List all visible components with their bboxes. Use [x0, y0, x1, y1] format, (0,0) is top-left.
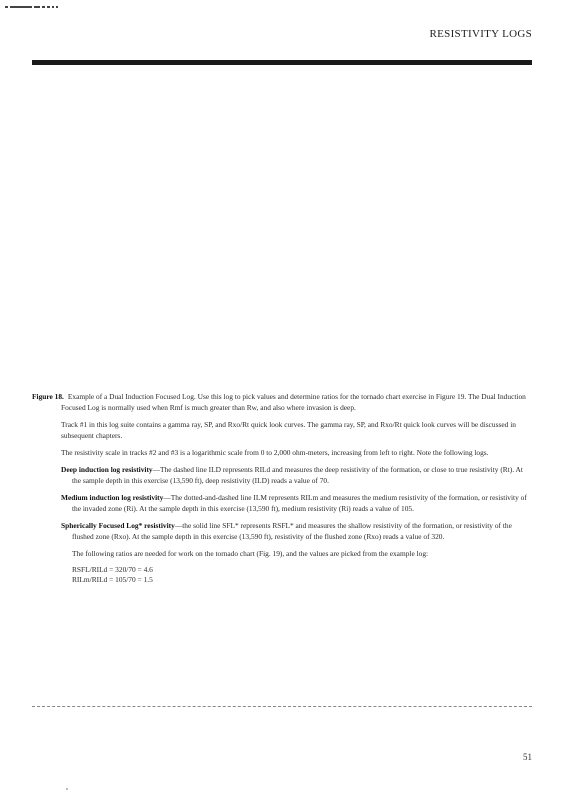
- caption-intro-paragraph: [32, 391, 532, 413]
- ratio-ilm-ild: RILm/RILd = 105/70 = 1.5: [72, 575, 153, 584]
- footer-rule: [32, 706, 532, 707]
- sfl-paragraph: [32, 520, 532, 542]
- page-number: 51: [523, 752, 532, 762]
- ratio-block: [32, 565, 532, 585]
- deep-induction-text: —The dashed line ILD represents RILd and measures the deep resistivity of the formation, or close to true resistivity (Rt). At the sample depth in this exercise (13,590 ft), deep resistivity (ILD) reads a value of 70.: [72, 465, 523, 485]
- running-head-title: RESISTIVITY LOGS: [429, 28, 532, 40]
- caption-scale-paragraph: The resistivity scale in tracks #2 and #3 is a logarithmic scale from 0 to 2,000 ohm-meters, increasing from left to right. Note the following logs.: [61, 448, 489, 457]
- medium-induction-term: Medium induction log resistivity: [61, 493, 164, 502]
- medium-induction-text: —The dotted-and-dashed line ILM represents RILm and measures the medium resistivity of the formation, or resistivity of the invaded zone (Ri). At the sample depth in this exercise (13,590 ft), medium resistivity (Ri) reads a value of 105.: [72, 493, 527, 513]
- medium-induction-paragraph: [32, 492, 532, 514]
- figure-caption: [32, 391, 532, 585]
- scan-artifact: [5, 6, 85, 9]
- figure-label: Figure 18.: [32, 392, 64, 401]
- deep-induction-term: Deep induction log resistivity: [61, 465, 153, 474]
- header-rule: [32, 60, 532, 65]
- figure-area: [32, 72, 532, 377]
- deep-induction-paragraph: [32, 464, 532, 486]
- sfl-text: —the solid line SFL* represents RSFL* and measures the shallow resistivity of the formation, or resistivity of the flushed zone (Rxo). At the sample depth in this exercise (13,590 ft), resistivity of the flushed zone (Rxo) reads a value of 320.: [72, 521, 512, 541]
- caption-intro-text: Example of a Dual Induction Focused Log. Use this log to pick values and determine ratios for the tornado chart exercise in Figure 19. The Dual Induction Focused Log is normally used when Rmf is much greater than Rw, and also where invasion is deep.: [61, 392, 526, 412]
- caption-track1-paragraph: Track #1 in this log suite contains a gamma ray, SP, and Rxo/Rt quick look curves. The gamma ray, SP, and Rxo/Rt quick look curves will be discussed in subsequent chapters.: [61, 420, 516, 440]
- ratio-sfl-ild: RSFL/RILd = 320/70 = 4.6: [72, 565, 153, 574]
- scan-speck: [66, 788, 68, 790]
- ratios-intro: The following ratios are needed for work on the tornado chart (Fig. 19), and the values are picked from the example log:: [72, 549, 429, 558]
- sfl-term: Spherically Focused Log* resistivity: [61, 521, 175, 530]
